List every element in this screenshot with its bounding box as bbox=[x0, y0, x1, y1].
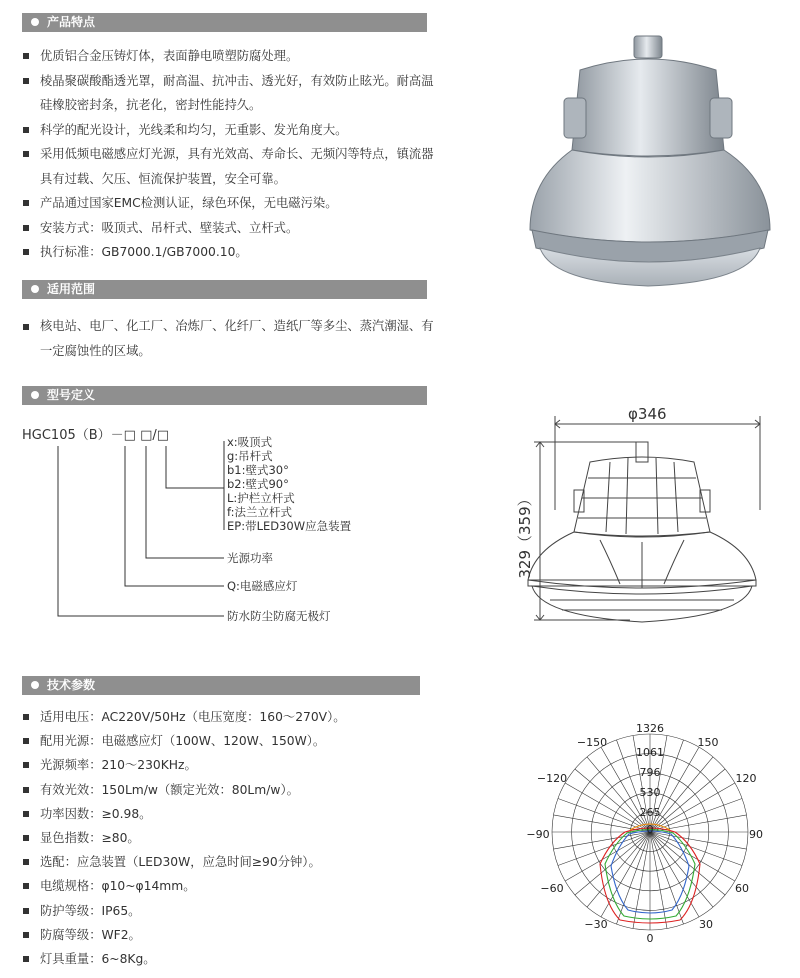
product-label: 防水防尘防腐无极灯 bbox=[227, 609, 331, 623]
list-item: 防腐等级：WF2。 bbox=[22, 923, 442, 947]
q-label: Q:电磁感应灯 bbox=[227, 579, 298, 593]
mount-option: EP:带LED30W应急装置 bbox=[227, 519, 352, 533]
mount-option: g:吊杆式 bbox=[227, 449, 273, 463]
list-item: 安装方式：吸顶式、吊杆式、壁装式、立杆式。 bbox=[22, 216, 438, 241]
list-item: 灯具重量：6~8Kg。 bbox=[22, 947, 442, 971]
list-item: 产品通过国家EMC检测认证，绿色环保，无电磁污染。 bbox=[22, 191, 438, 216]
mount-option: b2:壁式90° bbox=[227, 477, 289, 491]
scope-title: 适用范围 bbox=[47, 282, 96, 296]
radial-label: 530 bbox=[639, 786, 661, 799]
polar-distribution-chart bbox=[526, 720, 770, 960]
mount-option: f:法兰立杆式 bbox=[227, 505, 293, 519]
list-item: 采用低频电磁感应灯光源，具有光效高、寿命长、无频闪等特点，镇流器具有过载、欠压、恒流保护装置，安全可靠。 bbox=[22, 142, 438, 191]
height-dimension: 329（359） bbox=[516, 491, 534, 579]
angle-label: 0 bbox=[646, 932, 654, 945]
angle-label: 30 bbox=[699, 918, 713, 931]
list-item: 有效光效：150Lm/w（额定光效：80Lm/w）。 bbox=[22, 778, 442, 802]
specs-title: 技术参数 bbox=[47, 678, 96, 692]
model-code: HGC105（B）－□ □/□ bbox=[22, 428, 170, 443]
radial-label: 796 bbox=[639, 766, 661, 779]
header-bullet-icon bbox=[31, 681, 39, 689]
radial-label: 265 bbox=[639, 806, 661, 819]
list-item: 优质铝合金压铸灯体，表面静电喷塑防腐处理。 bbox=[22, 44, 438, 69]
features-title: 产品特点 bbox=[47, 15, 96, 29]
specs-header bbox=[22, 676, 420, 695]
model-title: 型号定义 bbox=[47, 388, 96, 402]
list-item: 功率因数：≥0.98。 bbox=[22, 802, 442, 826]
list-item: 显色指数：≥80。 bbox=[22, 826, 442, 850]
list-item: 光源频率：210～230KHz。 bbox=[22, 753, 442, 777]
list-item: 核电站、电厂、化工厂、冶炼厂、化纤厂、造纸厂等多尘、蒸汽潮湿、有一定腐蚀性的区域。 bbox=[22, 314, 438, 364]
mount-option: x:吸顶式 bbox=[227, 435, 273, 449]
list-item: 棱晶聚碳酸酯透光罩，耐高温、抗冲击、透光好，有效防止眩光。耐高温硅橡胶密封条，抗老化，密封性能持久。 bbox=[22, 69, 438, 118]
list-item: 电缆规格：φ10~φ14mm。 bbox=[22, 874, 442, 898]
list-item: 适用电压：AC220V/50Hz（电压宽度：160～270V）。 bbox=[22, 705, 442, 729]
angle-label: 60 bbox=[735, 882, 749, 895]
list-item: 防护等级：IP65。 bbox=[22, 899, 442, 923]
list-item: 科学的配光设计，光线柔和均匀，无重影、发光角度大。 bbox=[22, 118, 438, 143]
list-item: 配用光源：电磁感应灯（100W、120W、150W）。 bbox=[22, 729, 442, 753]
power-label: 光源功率 bbox=[227, 551, 273, 565]
angle-label: −120 bbox=[536, 772, 568, 785]
angle-label: −30 bbox=[584, 918, 608, 931]
angle-label: 120 bbox=[735, 772, 757, 785]
angle-label: 1326 bbox=[636, 722, 664, 735]
angle-label: 90 bbox=[749, 828, 763, 841]
list-item: 执行标准：GB7000.1/GB7000.10。 bbox=[22, 240, 438, 265]
radial-label: 0 bbox=[646, 823, 654, 836]
radial-label: 1061 bbox=[636, 746, 664, 759]
dimension-drawing bbox=[510, 400, 780, 630]
list-item: 选配：应急装置（LED30W，应急时间≥90分钟）。 bbox=[22, 850, 442, 874]
angle-label: 150 bbox=[697, 736, 719, 749]
angle-label: −60 bbox=[540, 882, 564, 895]
angle-label: −150 bbox=[576, 736, 608, 749]
width-dimension: φ346 bbox=[628, 405, 667, 423]
specs-list bbox=[22, 705, 442, 971]
mount-option: L:护栏立杆式 bbox=[227, 491, 295, 505]
mount-option: b1:壁式30° bbox=[227, 463, 289, 477]
angle-label: −90 bbox=[526, 828, 550, 841]
